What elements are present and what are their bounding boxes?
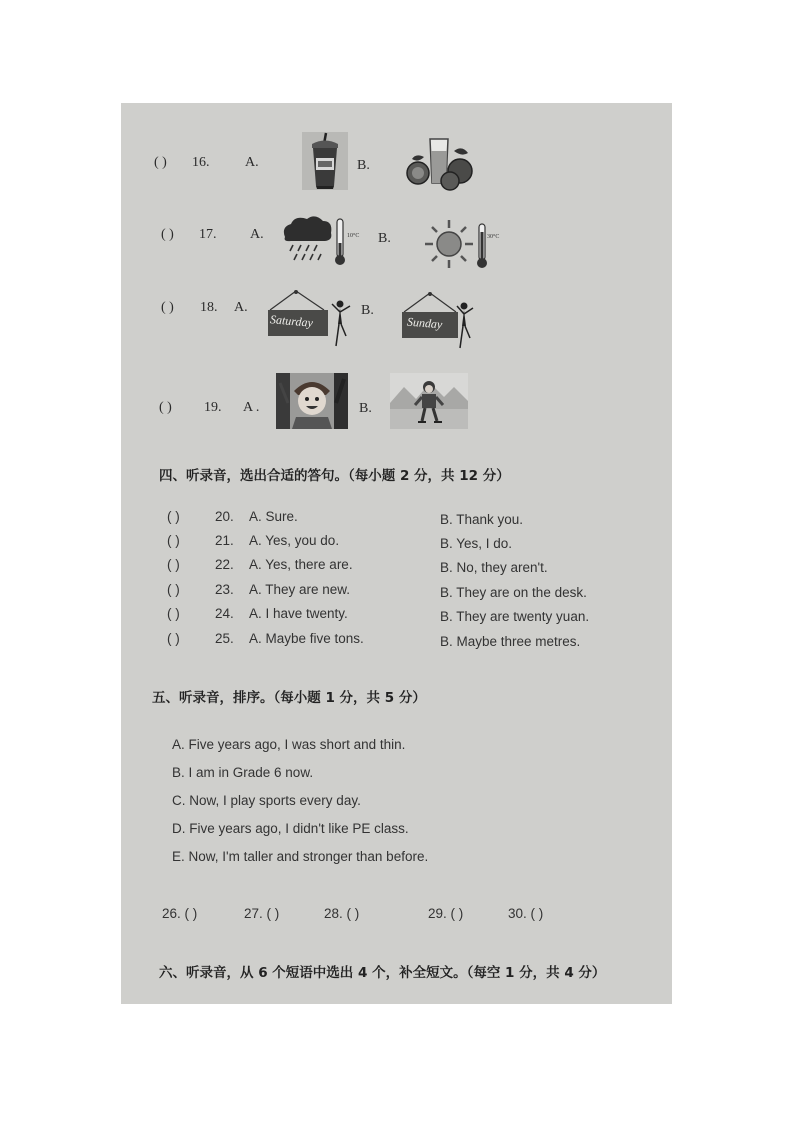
question-number: 20.	[215, 509, 234, 524]
option-b: B. No, they aren't.	[440, 560, 548, 575]
option-a: A. Maybe five tons.	[249, 631, 364, 646]
sentence-d: D. Five years ago, I didn't like PE class.	[172, 821, 409, 836]
boy-cheering-icon	[276, 373, 348, 429]
order-blank-28: 28. ( )	[324, 906, 360, 921]
option-a: A. I have twenty.	[249, 606, 348, 621]
option-a-label: A.	[250, 227, 264, 242]
answer-paren: ( )	[167, 582, 180, 597]
order-blank-26: 26. ( )	[162, 906, 198, 921]
option-b-label: B.	[359, 401, 372, 416]
option-a-label: A .	[243, 400, 260, 415]
option-a: A. They are new.	[249, 582, 351, 597]
option-b-label: B.	[357, 158, 370, 173]
option-a: A. Yes, you do.	[249, 533, 340, 548]
question-number: 25.	[215, 631, 234, 646]
answer-paren: ( )	[161, 227, 174, 242]
option-a: A. Yes, there are.	[249, 557, 353, 572]
option-a-label: A.	[234, 300, 248, 315]
question-number: 22.	[215, 557, 234, 572]
question-number: 17.	[199, 227, 217, 242]
saturday-sign-text: Saturday	[269, 312, 314, 330]
answer-paren: ( )	[161, 300, 174, 315]
answer-paren: ( )	[167, 606, 180, 621]
sentence-c: C. Now, I play sports every day.	[172, 793, 361, 808]
option-b: B. Thank you.	[440, 512, 524, 527]
question-number: 21.	[215, 533, 234, 548]
option-b-label: B.	[378, 231, 391, 246]
section-five-title: 五、听录音，排序。（每小题 1 分，共 5 分）	[152, 690, 426, 706]
boy-skating-icon	[390, 373, 468, 429]
answer-paren: ( )	[154, 155, 167, 170]
option-b-label: B.	[361, 303, 374, 318]
answer-paren: ( )	[167, 509, 180, 524]
rain-cloud-thermometer-icon	[279, 215, 371, 267]
order-blank-30: 30. ( )	[508, 906, 544, 921]
option-a-label: A.	[245, 155, 259, 170]
option-b: B. They are on the desk.	[440, 585, 587, 600]
answer-paren: ( )	[167, 533, 180, 548]
sunday-sign-text: Sunday	[406, 314, 443, 332]
sentence-b: B. I am in Grade 6 now.	[172, 765, 314, 780]
order-blank-27: 27. ( )	[244, 906, 280, 921]
option-a: A. Sure.	[249, 509, 298, 524]
question-number: 18.	[200, 300, 218, 315]
iced-coffee-cup-icon	[302, 132, 348, 190]
exam-page	[121, 103, 672, 1004]
answer-paren: ( )	[167, 557, 180, 572]
section-six-title: 六、听录音，从 6 个短语中选出 4 个，补全短文。（每空 1 分，共 4 分）	[159, 965, 606, 981]
option-b: B. Maybe three metres.	[440, 634, 581, 649]
temperature-label: 30°C	[487, 234, 500, 240]
question-number: 16.	[192, 155, 210, 170]
sentence-e: E. Now, I'm taller and stronger than before.	[172, 849, 429, 864]
orange-juice-icon	[406, 137, 476, 191]
question-number: 24.	[215, 606, 234, 621]
order-blank-29: 29. ( )	[428, 906, 464, 921]
option-b: B. They are twenty yuan.	[440, 609, 590, 624]
option-b: B. Yes, I do.	[440, 536, 513, 551]
question-number: 23.	[215, 582, 234, 597]
temperature-label: 10°C	[347, 233, 360, 239]
section-four-title: 四、听录音，选出合适的答句。（每小题 2 分，共 12 分）	[159, 468, 510, 484]
answer-paren: ( )	[167, 631, 180, 646]
question-number: 19.	[204, 400, 222, 415]
sentence-a: A. Five years ago, I was short and thin.	[172, 737, 406, 752]
answer-paren: ( )	[159, 400, 172, 415]
sun-thermometer-icon	[423, 216, 493, 272]
